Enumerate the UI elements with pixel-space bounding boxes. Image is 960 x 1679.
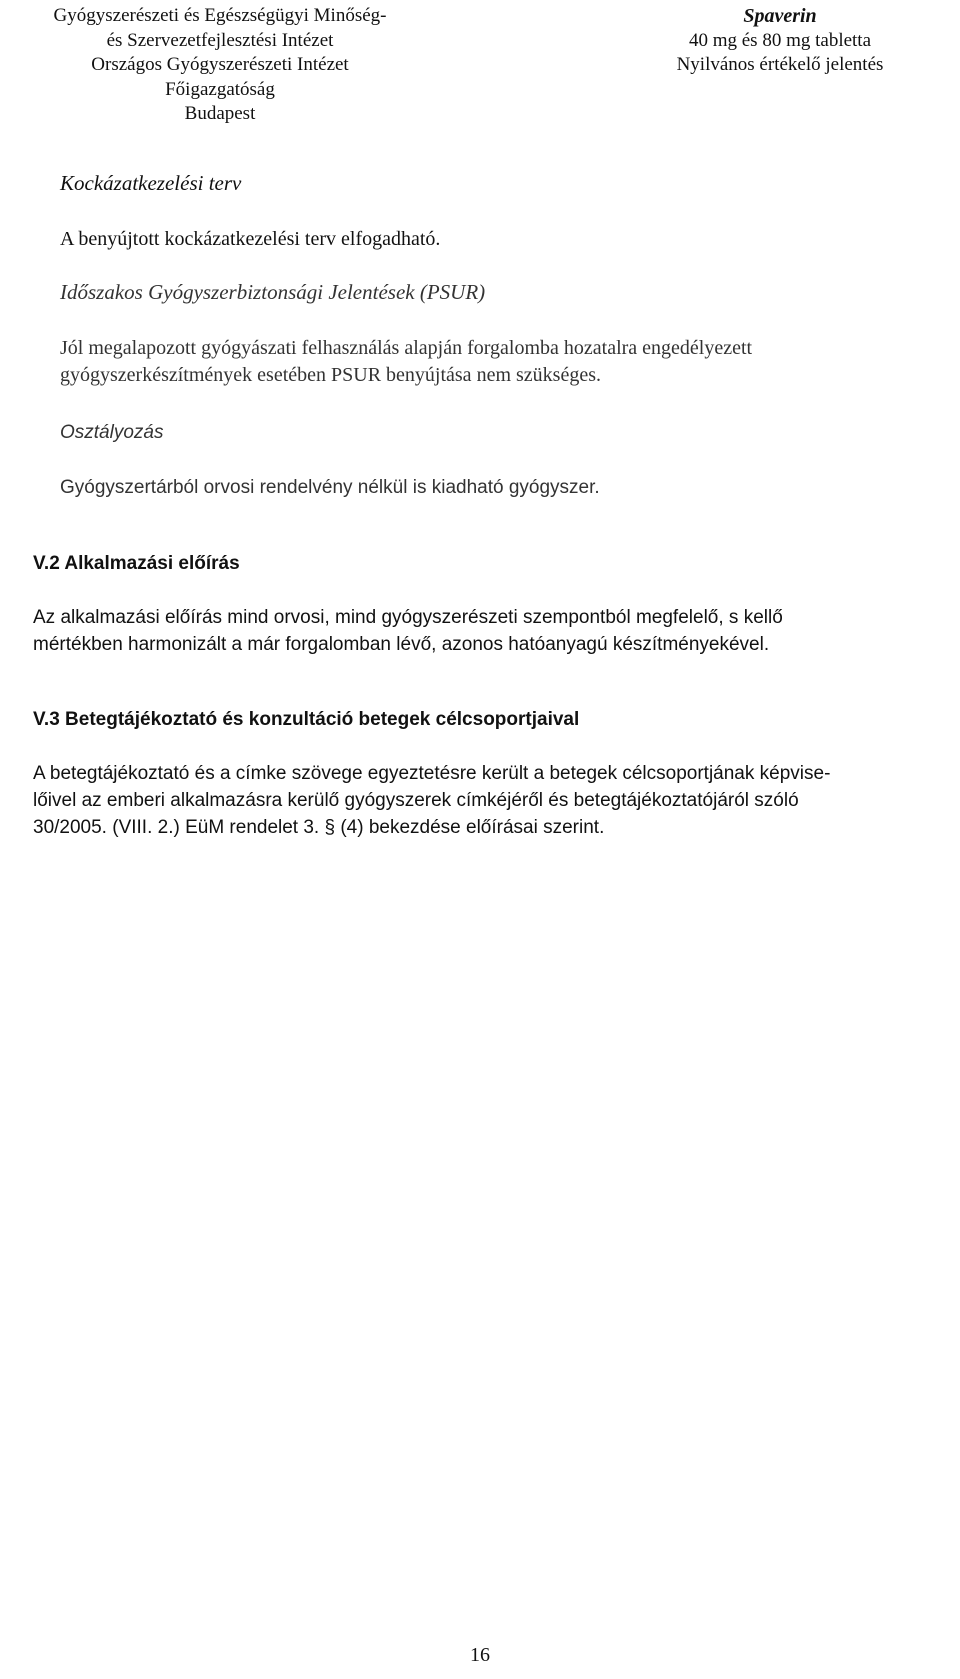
section-v2-text-line: mértékben harmonizált a már forgalomban lévő, azonos hatóanyagú készítményekével.	[33, 634, 770, 655]
header-left-line: és Szervezetfejlesztési Intézet	[106, 29, 334, 51]
section-v3-title: V.3 Betegtájékoztató és konzultáció betegek célcsoportjaival	[33, 709, 580, 730]
risk-management-title: Kockázatkezelési terv	[60, 171, 242, 195]
psur-title: Időszakos Gyógyszerbiztonsági Jelentések (PSUR)	[60, 280, 486, 304]
section-v2-text-line: Az alkalmazási előírás mind orvosi, mind gyógyszerészeti szempontból megfelelő, s kellő	[33, 607, 783, 628]
section-v2-text	[33, 604, 933, 658]
header-left-line: Országos Gyógyszerészeti Intézet	[91, 54, 349, 76]
header-right-line: 40 mg és 80 mg tabletta	[688, 29, 872, 51]
section-v3-text-line: 30/2005. (VIII. 2.) EüM rendelet 3. § (4) bekezdése előírásai szerint.	[33, 817, 605, 838]
product-name: Spaverin	[743, 5, 817, 27]
header-left-line: Főigazgatóság	[165, 78, 275, 100]
psur-text	[60, 335, 940, 389]
section-v3-text	[33, 760, 933, 841]
header-right-line: Nyilvános értékelő jelentés	[676, 54, 884, 76]
header-left-line: Gyógyszerészeti és Egészségügyi Minőség-	[53, 5, 387, 26]
section-v3-text-line: A betegtájékoztató és a címke szövege egyeztetésre került a betegek célcsoportjának képvise-	[33, 763, 831, 784]
header-left-line: Budapest	[184, 103, 256, 125]
header-institution	[10, 4, 430, 127]
header-product	[610, 4, 950, 78]
classification-text: Gyógyszertárból orvosi rendelvény nélkül is kiadható gyógyszer.	[60, 477, 600, 498]
section-v2-title: V.2 Alkalmazási előírás	[33, 553, 240, 574]
page-number: 16	[470, 1644, 490, 1666]
section-v3-text-line: lőivel az emberi alkalmazásra kerülő gyógyszerek címkéjéről és betegtájékoztatójáról szóló	[33, 790, 799, 811]
classification-title: Osztályozás	[60, 422, 164, 443]
psur-text-line: gyógyszerkészítmények esetében PSUR benyújtása nem szükséges.	[60, 364, 601, 386]
psur-text-line: Jól megalapozott gyógyászati felhasználás alapján forgalomba hozatalra engedélyezett	[60, 337, 753, 359]
risk-management-text: A benyújtott kockázatkezelési terv elfogadható.	[60, 228, 441, 250]
